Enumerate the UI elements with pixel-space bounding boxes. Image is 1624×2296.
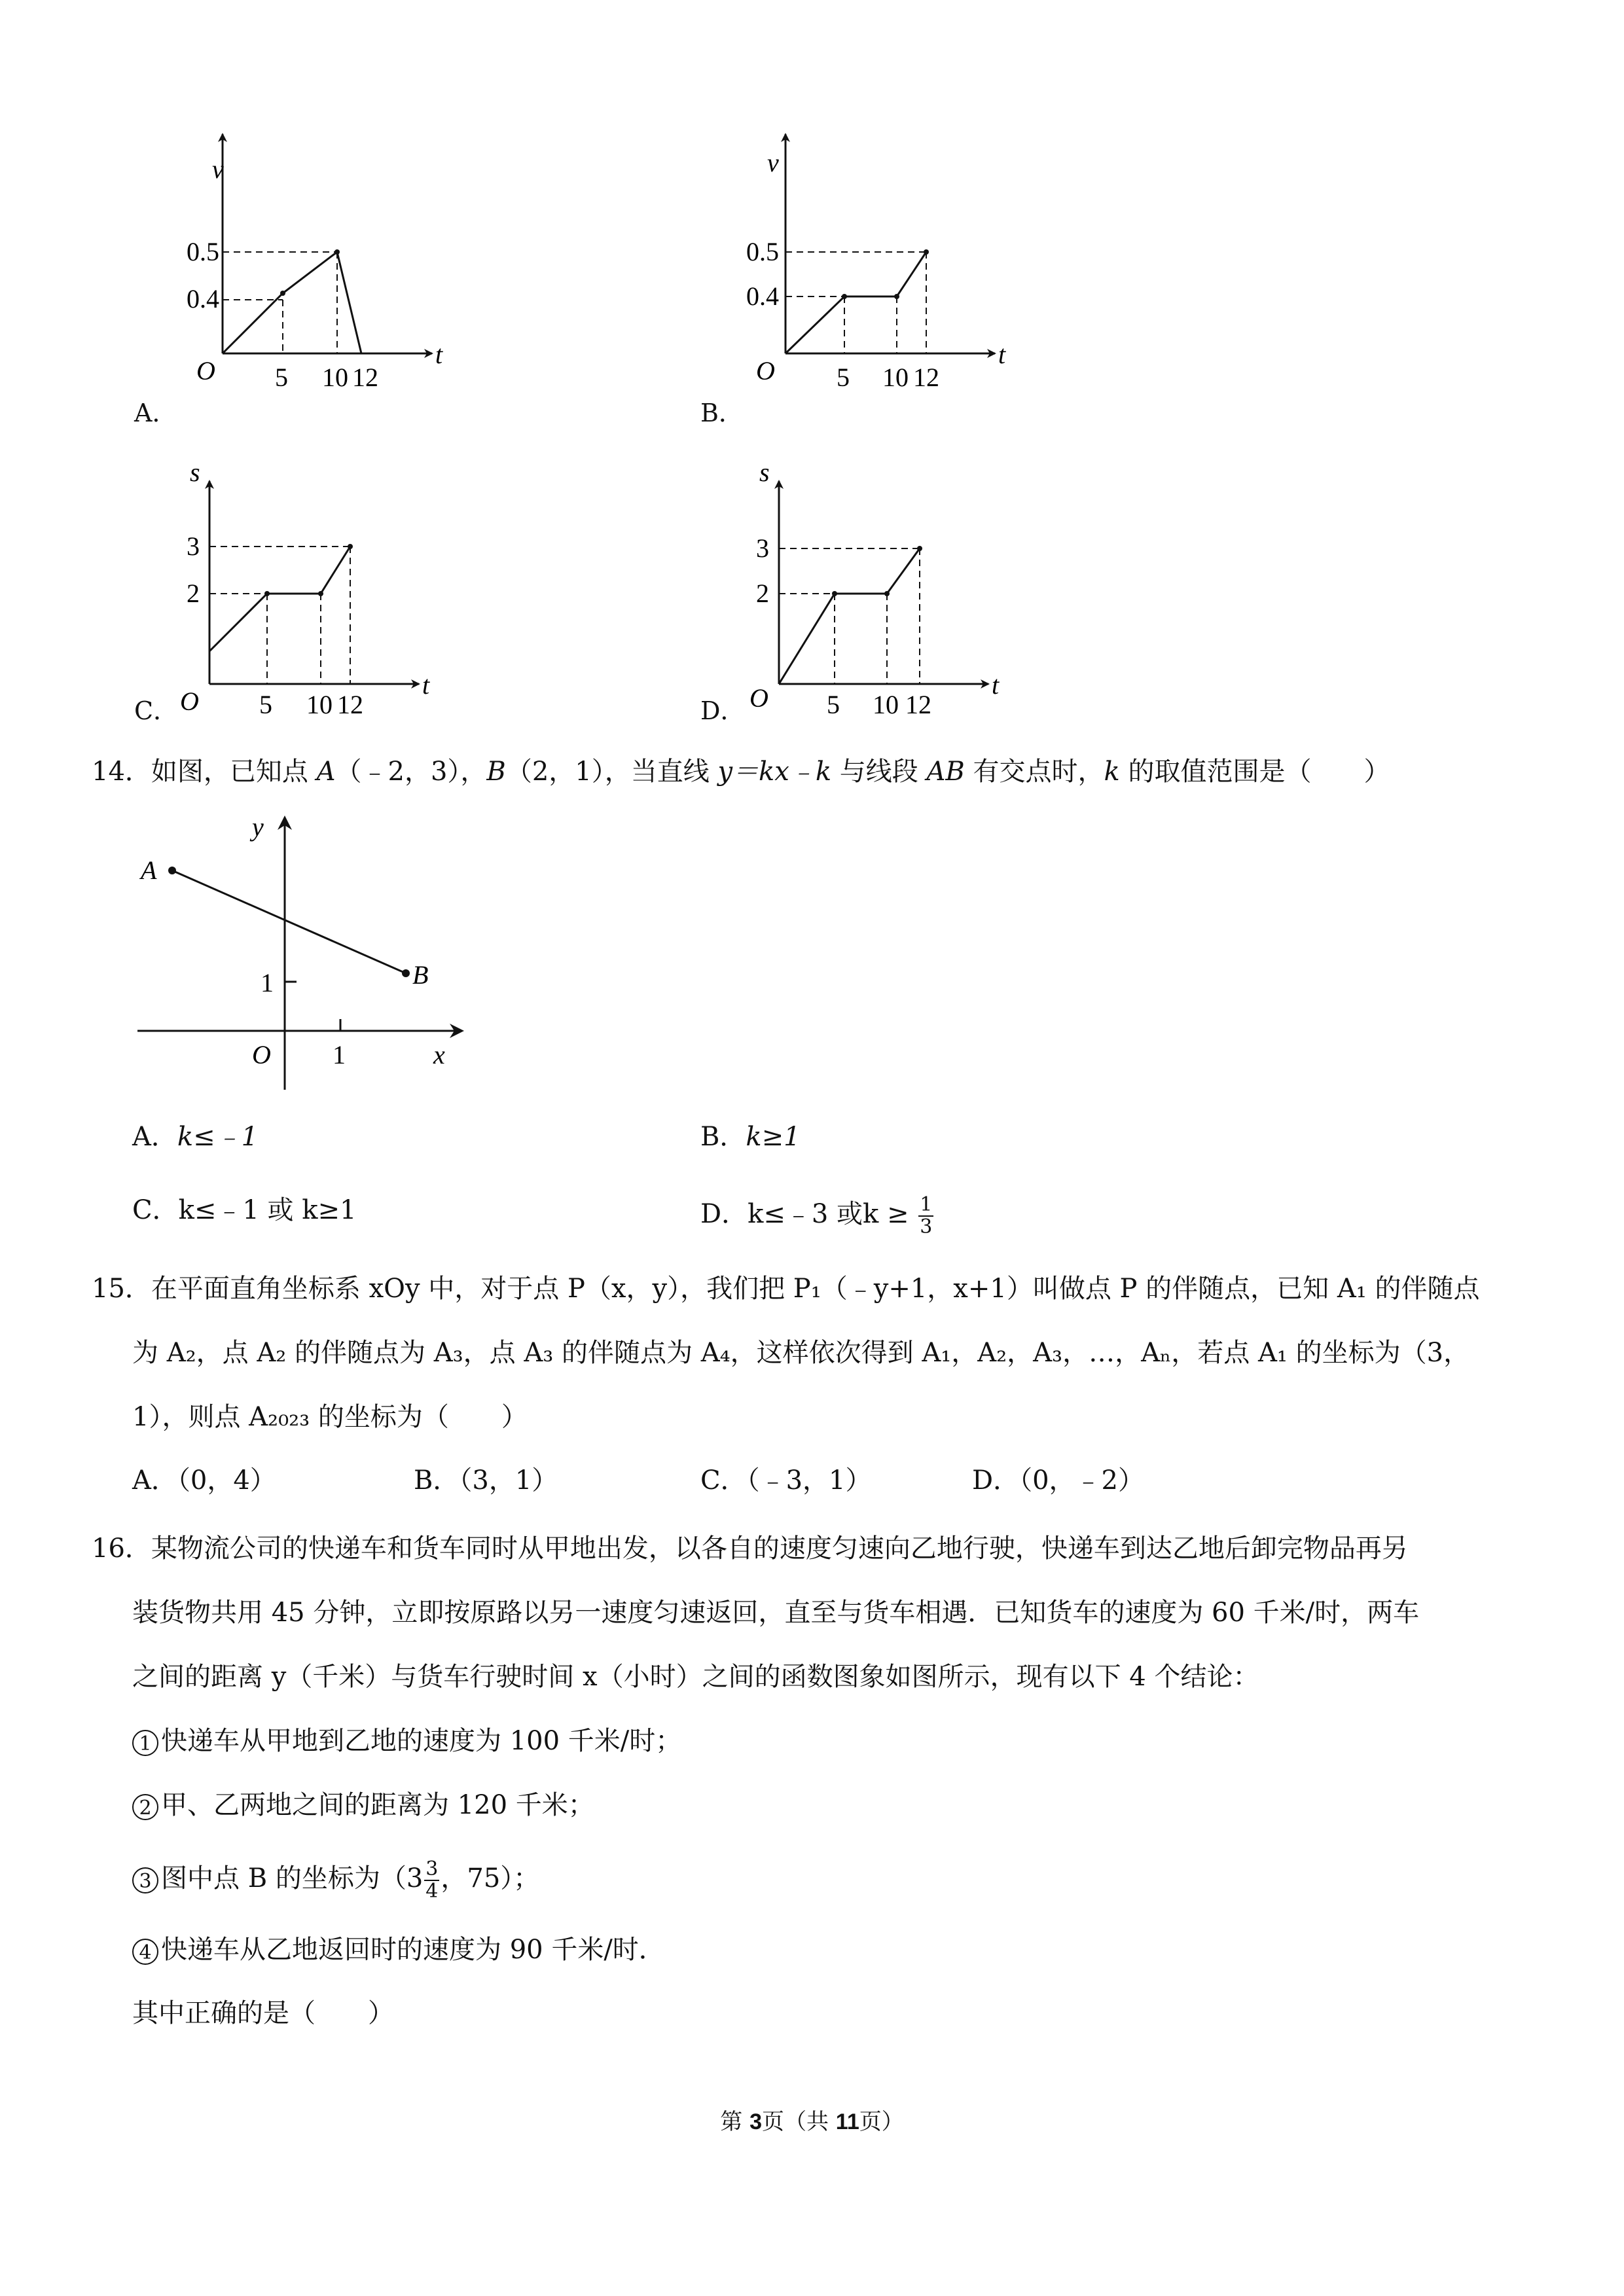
tick-label: 12 (352, 363, 378, 392)
tick-label: 3 (187, 531, 200, 561)
axis-label: t (992, 670, 1000, 700)
origin-label: O (196, 356, 215, 386)
graph-option-d (733, 455, 1021, 719)
q14-option-d[interactable]: D．k≤﹣3 或k ≥ $\frac{1}{3}$ (700, 1193, 933, 1238)
point-label-a: A (141, 855, 157, 885)
q15-option-a[interactable]: A．（0，4） (132, 1465, 276, 1496)
graph-option-b (740, 148, 1015, 392)
tick-label: 12 (905, 690, 931, 719)
conclusion-4: 4 快递车从乙地返回时的速度为 90 千米/时． (132, 1934, 665, 1965)
tick-label: 5 (837, 363, 850, 392)
origin-label: O (756, 356, 775, 386)
question-15-line-1: 15．在平面直角坐标系 xOy 中，对于点 P（x，y），我们把 P₁（﹣y+1，x+1）叫做点 P 的伴随点，已知 A₁ 的伴随点 (92, 1274, 1480, 1304)
q15-option-b[interactable]: B．（3，1） (414, 1465, 558, 1496)
tick-label: 3 (756, 533, 769, 563)
q14-option-b[interactable]: B．k≥1 (700, 1122, 801, 1152)
question-16-ask: 其中正确的是（ ） (132, 1998, 394, 2028)
origin-label: O (252, 1040, 271, 1069)
question-16-line-1: 16．某物流公司的快递车和货车同时从甲地出发，以各自的速度匀速向乙地行驶，快递车到达乙地后卸完物品再另 (92, 1534, 1408, 1564)
tick-label: 10 (882, 363, 909, 392)
tick-label: 0.5 (187, 237, 219, 266)
page-footer: 第 3页（共 11页） (720, 2109, 904, 2135)
tick-label: 5 (827, 690, 840, 719)
graph-option-a (177, 154, 452, 392)
q15-option-d[interactable]: D．（0，﹣2） (972, 1465, 1144, 1496)
fraction: $\frac{1}{3}$ (920, 1193, 933, 1238)
axis-label: v (767, 148, 779, 177)
question-16-line-2: 装货物共用 45 分钟，立即按原路以另一速度匀速返回，直至与货车相遇．已知货车的速度为 60 千米/时，两车 (132, 1598, 1420, 1628)
question-16-line-3: 之间的距离 y（千米）与货车行驶时间 x（小时）之间的函数图象如图所示，现有以下 4 个结论： (132, 1662, 1259, 1692)
origin-label: O (180, 687, 199, 716)
option-letter-a: A． (134, 399, 177, 427)
conclusion-2: 2 甲、乙两地之间的距离为 120 千米； (132, 1789, 594, 1821)
tick-label: 10 (322, 363, 348, 392)
axis-label: t (422, 670, 430, 700)
conclusion-3: 3 图中点 B 的坐标为（3 $\frac{3}{4}$ ，75）； (132, 1859, 539, 1902)
graph-option-c (164, 455, 452, 719)
conclusion-1: 1 快递车从甲地到乙地的速度为 100 千米/时； (132, 1725, 681, 1757)
question-14-figure (131, 808, 484, 1096)
circled-number: 3 (132, 1867, 158, 1893)
tick-label: 10 (873, 690, 899, 719)
axis-label: v (212, 154, 224, 184)
circled-number: 4 (132, 1939, 158, 1965)
point-label-b: B (412, 960, 429, 990)
tick-label: 0.5 (746, 237, 779, 266)
option-letter-c: C． (134, 696, 179, 725)
tick-label: 2 (187, 579, 200, 608)
fraction: $\frac{3}{4}$ (425, 1857, 439, 1903)
tick-label: 0.4 (746, 281, 779, 311)
question-14-stem: 14．如图，已知点 A（﹣2，3），B（2，1），当直线 y＝kx﹣k 与线段 AB 有交点时，k 的取值范围是（ ） (92, 757, 1390, 787)
tick-label: 10 (306, 690, 333, 719)
tick-label: 12 (337, 690, 363, 719)
axis-label: t (998, 340, 1006, 369)
axis-label: t (435, 340, 443, 369)
question-15-line-2: 为 A₂，点 A₂ 的伴随点为 A₃，点 A₃ 的伴随点为 A₄，这样依次得到 A₁，A₂，A₃，…，Aₙ，若点 A₁ 的坐标为（3， (132, 1338, 1470, 1368)
tick-label: 1 (261, 968, 274, 997)
q15-option-c[interactable]: C．（﹣3，1） (700, 1465, 872, 1496)
axis-label: y (252, 812, 264, 842)
tick-label: 2 (756, 579, 769, 608)
option-letter-d: D． (700, 696, 746, 725)
circled-number: 1 (132, 1730, 158, 1756)
tick-label: 1 (333, 1040, 346, 1069)
q14-option-c[interactable]: C．k≤﹣1 或 k≥1 (132, 1195, 357, 1225)
question-15-line-3: 1），则点 A₂₀₂₃ 的坐标为（ ） (132, 1402, 528, 1432)
tick-label: 0.4 (187, 284, 219, 314)
axis-label: x (433, 1040, 445, 1069)
q14-option-a[interactable]: A．k≤﹣1 (132, 1122, 259, 1152)
circled-number: 2 (132, 1794, 158, 1820)
tick-label: 12 (913, 363, 939, 392)
origin-label: O (749, 683, 768, 713)
option-letter-b: B． (700, 399, 744, 427)
axis-label: s (759, 457, 770, 487)
tick-label: 5 (275, 363, 288, 392)
tick-label: 5 (259, 690, 272, 719)
axis-label: s (190, 457, 200, 487)
